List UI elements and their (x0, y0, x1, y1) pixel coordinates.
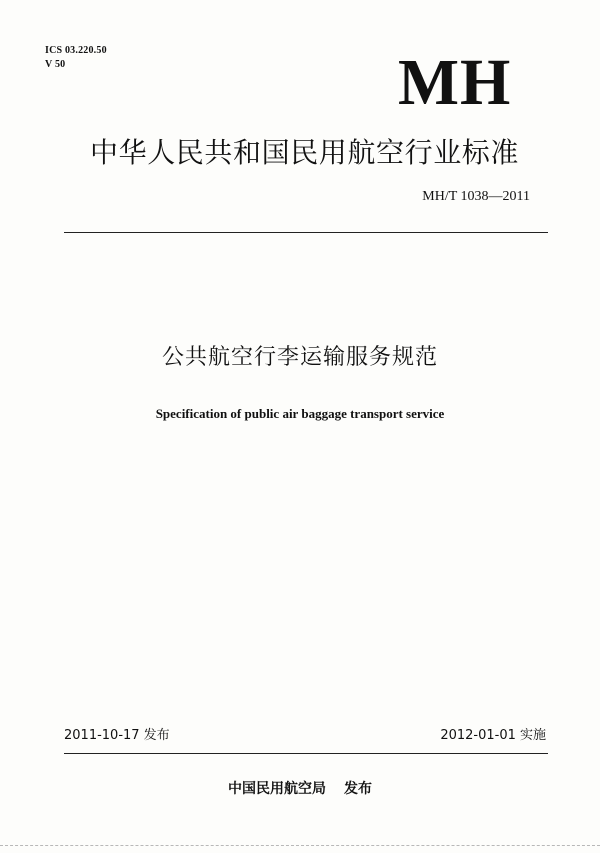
publisher-line (0, 779, 600, 799)
publisher-name: 中国民用航空局 (228, 781, 326, 797)
standard-title: 中华人民共和国民用航空行业标准 (90, 136, 520, 169)
publisher-action: 发布 (344, 781, 372, 797)
mh-logo: MH (398, 46, 512, 119)
document-title-english: Specification of public air baggage transport service (155, 406, 445, 421)
classification-block (45, 44, 107, 72)
document-title-chinese: 公共航空行李运输服务规范 (161, 345, 438, 370)
page-edge-dashed-line (0, 845, 600, 846)
bottom-divider (64, 753, 548, 754)
ccs-code: V 50 (45, 59, 66, 70)
ics-code: ICS 03.220.50 (45, 45, 107, 56)
top-divider (64, 232, 548, 233)
issue-date: 2011-10-17 发布 (64, 728, 170, 743)
standard-code: MH/T 1038—2011 (422, 189, 530, 204)
implementation-date: 2012-01-01 实施 (440, 728, 546, 743)
